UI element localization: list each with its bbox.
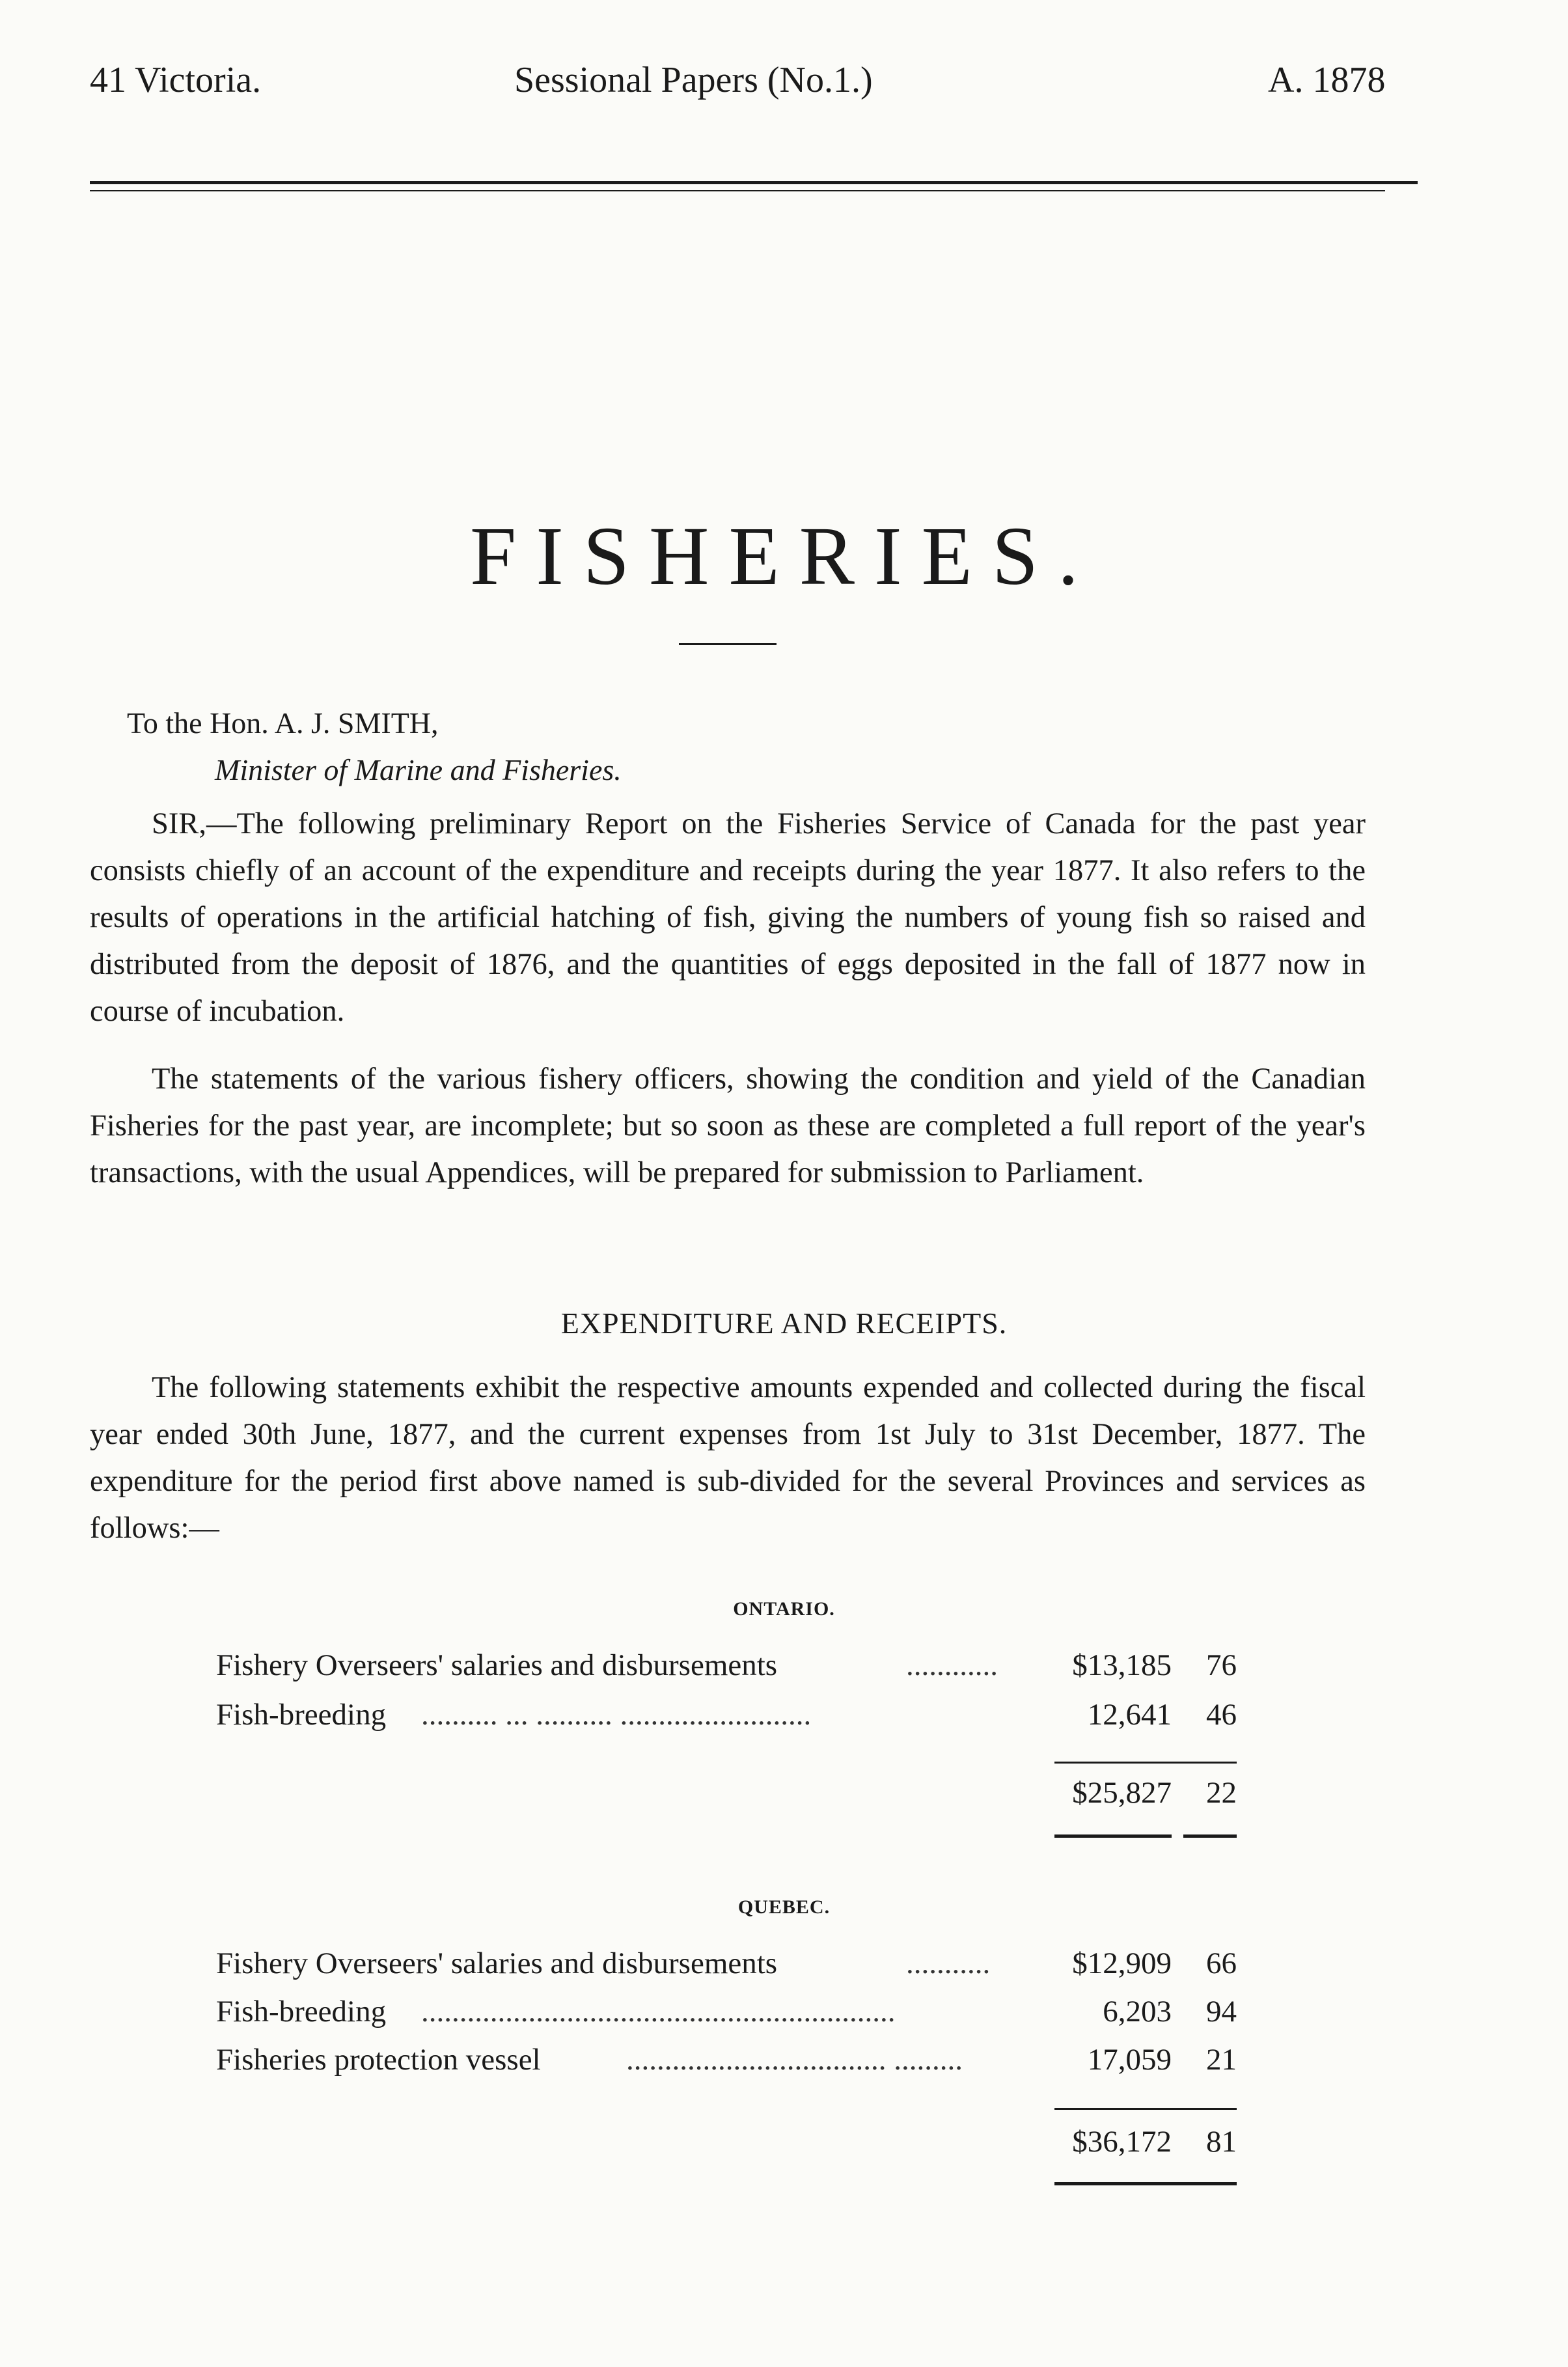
ontario-total-cents: 22 xyxy=(1206,1776,1237,1810)
ontario-cents-rule xyxy=(1196,1762,1237,1764)
quebec-total-cents: 81 xyxy=(1206,2125,1237,2159)
quebec-row xyxy=(216,1944,1237,1983)
quebec-row xyxy=(216,2040,1237,2079)
quebec-row-label: Fish-breeding xyxy=(216,1995,387,2028)
ontario-dollars-rule xyxy=(1054,1762,1211,1764)
ontario-row-dollars: 12,641 xyxy=(1087,1698,1172,1732)
page-title: FISHERIES. xyxy=(470,510,1098,602)
address-line-1: To the Hon. A. J. SMITH, xyxy=(127,706,439,740)
quebec-row-leader: .................................. ......... xyxy=(626,2043,963,2077)
ontario-total-rule xyxy=(1183,1834,1237,1838)
ontario-total xyxy=(216,1773,1237,1812)
quebec-row-leader: .............................................................. xyxy=(421,1995,896,2028)
section-heading: EXPENDITURE AND RECEIPTS. xyxy=(560,1307,1008,1340)
running-header-center: Sessional Papers (No.1.) xyxy=(514,60,873,100)
ontario-row-dollars: $13,185 xyxy=(1072,1648,1172,1682)
ontario-row-leader: .......... ... .......... ......................... xyxy=(421,1698,812,1732)
ontario-row-leader: ............ xyxy=(906,1648,998,1682)
ontario-total-dollars: $25,827 xyxy=(1072,1776,1172,1810)
paragraph-statements xyxy=(90,1056,1366,1197)
running-header-left: 41 Victoria. xyxy=(90,60,262,100)
quebec-row-label: Fishery Overseers' salaries and disbursements xyxy=(216,1946,778,1980)
ontario-row-label: Fishery Overseers' salaries and disbursements xyxy=(216,1648,778,1682)
quebec-row xyxy=(216,1992,1237,2031)
ontario-total-rule xyxy=(1054,1834,1172,1838)
ontario-row-label: Fish-breeding xyxy=(216,1698,387,1732)
running-header-right: A. 1878 xyxy=(1268,60,1386,100)
quebec-row-leader: ........... xyxy=(906,1946,991,1980)
ontario-heading: ONTARIO. xyxy=(733,1598,835,1620)
paragraph-expenditure xyxy=(90,1364,1366,1552)
paragraph-intro xyxy=(90,801,1366,1035)
address-line-2: Minister of Marine and Fisheries. xyxy=(215,753,622,786)
ontario-row xyxy=(216,1646,1237,1685)
header-rule-thick xyxy=(90,181,1418,184)
quebec-row-dollars: $12,909 xyxy=(1072,1946,1172,1980)
ontario-row xyxy=(216,1695,1237,1734)
quebec-row-cents: 94 xyxy=(1206,1995,1237,2028)
quebec-total-dollars: $36,172 xyxy=(1072,2125,1172,2159)
quebec-heading: QUEBEC. xyxy=(737,1896,831,1918)
quebec-total xyxy=(216,2122,1237,2161)
header-rule-thin xyxy=(90,190,1385,191)
ontario-row-cents: 76 xyxy=(1206,1648,1237,1682)
quebec-sum-rule xyxy=(1054,2108,1237,2110)
paragraph-expenditure-text: The following statements exhibit the respective amounts expended and collected during the fiscal year ended 30th June, 1877, and the current expenses from 1st July to 31st December, 1877. The expenditure for the period first above named is sub-divided for the several Provinces and services as follows:— xyxy=(90,1371,1366,1545)
ontario-row-cents: 46 xyxy=(1206,1698,1237,1732)
quebec-row-cents: 66 xyxy=(1206,1946,1237,1980)
quebec-row-label: Fisheries protection vessel xyxy=(216,2043,541,2077)
title-divider xyxy=(679,643,777,645)
quebec-row-dollars: 6,203 xyxy=(1103,1995,1172,2028)
paragraph-intro-text: SIR,—The following preliminary Report on the Fisheries Service of Canada for the past year consists chiefly of an account of the expenditure and receipts during the year 1877. It also refers to the results of operations in the artificial hatching of fish, giving the numbers of young fish so raised and distributed from the deposit of 1876, and the quantities of eggs deposited in the fall of 1877 now in course of incubation. xyxy=(90,807,1366,1028)
quebec-total-rule xyxy=(1054,2182,1237,2185)
paragraph-statements-text: The statements of the various fishery officers, showing the condition and yield of the Canadian Fisheries for the past year, are incomplete; but so soon as these are completed a full report of the year's transactions, with the usual Appendices, will be prepared for submission to Parliament. xyxy=(90,1062,1366,1189)
quebec-row-cents: 21 xyxy=(1206,2043,1237,2077)
quebec-row-dollars: 17,059 xyxy=(1087,2043,1172,2077)
